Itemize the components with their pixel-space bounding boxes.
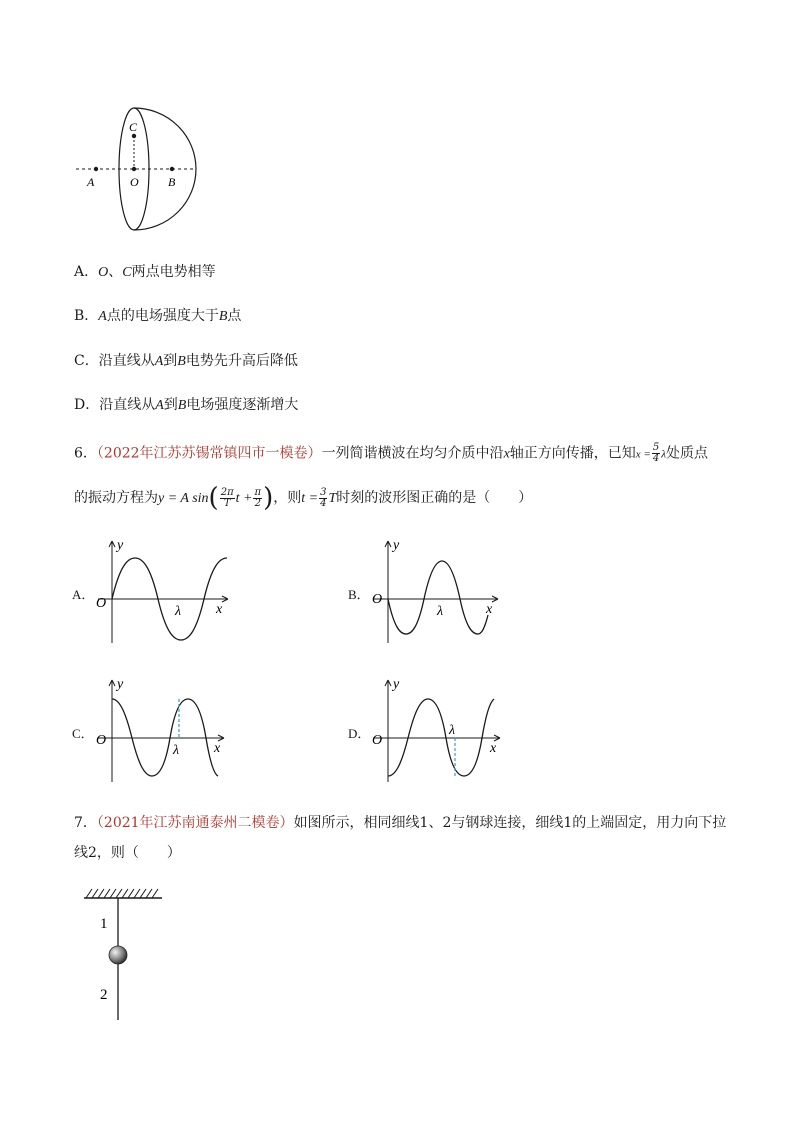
graph-d-x: x (490, 741, 497, 756)
graph-a-o: O (96, 596, 107, 611)
option-d[interactable]: D．沿直线从A到B电场强度逐渐增大 (74, 397, 299, 413)
graph-d-option[interactable]: D． (348, 726, 371, 741)
graph-a-option[interactable]: A． (72, 587, 95, 602)
graph-c-x: x (214, 741, 221, 756)
graph-b-y: y (393, 538, 400, 553)
string-1-label: 1 (100, 916, 108, 932)
graph-b-x: x (486, 602, 493, 617)
graph-c-lambda: λ (173, 743, 180, 758)
hemisphere-figure (70, 100, 210, 240)
label-b: B (168, 175, 176, 189)
graph-c-option[interactable]: C． (72, 726, 94, 741)
graph-a-y: y (117, 538, 124, 553)
graph-b-lambda: λ (437, 604, 444, 619)
q6-line-2: 的振动方程为y = A sin( $\frac{2\pi}{T}$ t + $\frac{\pi}{2}$ )，则t = $\frac{3}{4}$ T时刻的波形图正确的是（ ） (74, 483, 533, 513)
q7-number: 7． (74, 815, 97, 831)
option-b[interactable]: B．A点的电场强度大于B点 (74, 308, 242, 324)
graph-a[interactable] (90, 535, 240, 645)
q7-line-2: 线2，则（ ） (74, 845, 181, 861)
graph-b-option[interactable]: B． (348, 587, 370, 602)
graph-d-o: O (372, 733, 383, 748)
graph-d-y: y (393, 677, 400, 692)
graph-c[interactable] (90, 674, 240, 784)
option-a[interactable]: A．O、C两点电势相等 (74, 264, 216, 280)
label-c: C (129, 120, 138, 134)
graph-d-lambda: λ (449, 723, 456, 738)
q6-line-1: 6．（2022年江苏苏锡常镇四市一模卷）一列简谐横波在均匀介质中沿x轴正方向传播，已知x = $\frac{5}{4}$ λ处质点 (74, 442, 708, 464)
q6-number: 6． (74, 445, 97, 462)
label-a: A (87, 175, 95, 189)
label-o: O (130, 175, 139, 189)
pendulum-figure (76, 884, 176, 1029)
graph-b[interactable] (366, 535, 516, 645)
graph-c-o: O (96, 733, 107, 748)
option-c[interactable]: C．沿直线从A到B电势先升高后降低 (74, 353, 298, 369)
string-2-label: 2 (100, 987, 108, 1003)
graph-a-lambda: λ (175, 604, 182, 619)
graph-c-y: y (117, 677, 124, 692)
graph-d[interactable] (366, 674, 516, 784)
graph-a-x: x (216, 602, 223, 617)
q7-source: （2021年江苏南通泰州二模卷） (96, 815, 294, 831)
q7-line-1: 7．（2021年江苏南通泰州二模卷）如图所示，相同细线1、2与钢球连接，细线1的上端固定，用力向下拉 (74, 815, 727, 831)
q6-source: （2022年江苏苏锡常镇四市一模卷） (96, 445, 322, 462)
graph-b-o: O (372, 592, 383, 607)
